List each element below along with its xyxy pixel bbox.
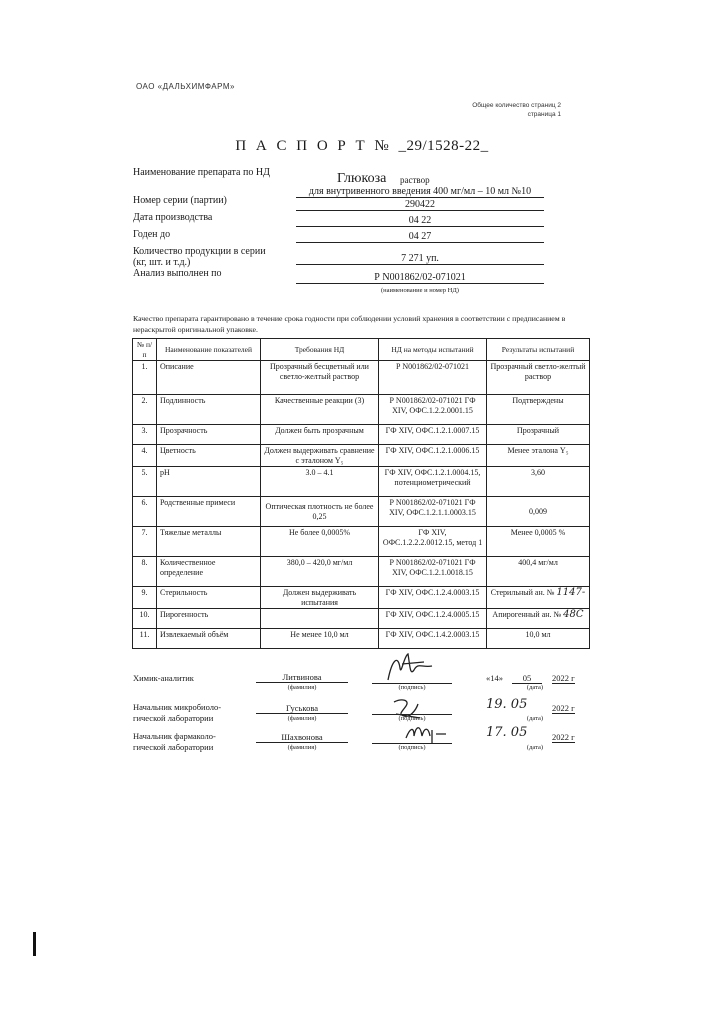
row-requirement: Должен выдерживать сравнение с эталоном Y₅ — [261, 445, 379, 467]
row-result — [487, 609, 590, 629]
row-result: 0,009 — [487, 497, 590, 527]
micro-lab-surname-caption: (фамилия) — [287, 715, 317, 722]
test-results-table — [132, 338, 590, 649]
passport-title-prefix: П А С П О Р Т № — [235, 138, 392, 154]
row-result-text: Стерильный ан. № — [490, 588, 555, 597]
row-method: ГФ XIV, ОФС.1.2.1.0004.15, потенциометрический — [379, 467, 487, 497]
pharm-lab-date-handwritten: 17. 05 — [486, 725, 528, 740]
row-requirement: Должен быть прозрачным — [261, 425, 379, 445]
row-method: Р N001862/02-071021 ГФ XIV, ОФС.1.2.1.1.0003.15 — [379, 497, 487, 527]
pharm-lab-date-caption: (дата) — [526, 744, 544, 751]
expiry-label: Годен до — [133, 229, 171, 240]
row-name: Описание — [157, 361, 261, 395]
quantity-label: Количество продукции в серии — [133, 246, 266, 257]
row-method: Р N001862/02-071021 ГФ XIV, ОФС.1.2.2.0001.15 — [379, 395, 487, 425]
analysis-number-handwritten: 48С — [563, 609, 584, 620]
pharm-lab-surname-caption: (фамилия) — [287, 744, 317, 751]
chemist-sign-caption: (подпись) — [398, 684, 426, 691]
production-label: Дата производства — [133, 212, 213, 223]
page-count — [472, 101, 561, 119]
table-row — [133, 425, 590, 445]
quantity-value: 7 271 уп. — [296, 253, 544, 265]
row-num: 9. — [133, 587, 157, 609]
row-requirement: Оптическая плотность не более 0,25 — [261, 497, 379, 527]
row-requirement — [261, 609, 379, 629]
drug-name: Глюкоза — [337, 171, 387, 186]
page-number: страница 1 — [527, 111, 561, 118]
row-method: ГФ XIV, ОФС.1.2.2.2.0012.15, метод 1 — [379, 527, 487, 557]
table-row — [133, 527, 590, 557]
row-result: 10,0 мл — [487, 629, 590, 649]
row-result: Прозрачный — [487, 425, 590, 445]
micro-lab-date-year: 2022 г — [552, 703, 575, 713]
row-requirement: Не менее 10,0 мл — [261, 629, 379, 649]
pharm-lab-name: Шахвонова — [256, 732, 348, 743]
table-row — [133, 587, 590, 609]
table-row — [133, 609, 590, 629]
col-num: № п/п — [133, 339, 157, 361]
row-name: Прозрачность — [157, 425, 261, 445]
chemist-date-day: «14» — [486, 673, 503, 683]
table-header-row — [133, 339, 590, 361]
row-num: 1. — [133, 361, 157, 395]
row-result: Подтверждены — [487, 395, 590, 425]
analysis-label: Анализ выполнен по — [133, 268, 222, 279]
pharm-lab-label: Начальник фармаколо-гической лаборатории — [133, 731, 216, 752]
table-row — [133, 629, 590, 649]
row-requirement: Прозрачный бесцветный или светло-желтый раствор — [261, 361, 379, 395]
row-num: 4. — [133, 445, 157, 467]
passport-title — [0, 138, 724, 155]
passport-number: _29/1528-22_ — [398, 138, 489, 154]
micro-lab-name: Гуськова — [256, 703, 348, 714]
row-method: ГФ XIV, ОФС.1.2.4.0005.15 — [379, 609, 487, 629]
pharm-lab-sign-caption: (подпись) — [398, 744, 426, 751]
row-result — [487, 587, 590, 609]
micro-lab-label: Начальник микробиоло-гической лаборатории — [133, 702, 222, 723]
row-name: Цветность — [157, 445, 261, 467]
pharm-lab-date-year: 2022 г — [552, 732, 575, 742]
batch-value: 290422 — [296, 199, 544, 211]
row-name: Родственные примеси — [157, 497, 261, 527]
expiry-value: 04 27 — [296, 231, 544, 243]
micro-lab-sign-caption: (подпись) — [398, 715, 426, 722]
chemist-name: Литвинова — [256, 672, 348, 683]
row-num: 11. — [133, 629, 157, 649]
row-num: 5. — [133, 467, 157, 497]
company-name: ОАО «ДАЛЬХИМФАРМ» — [136, 82, 235, 91]
row-requirement: 380,0 – 420,0 мг/мл — [261, 557, 379, 587]
analysis-value: Р N001862/02-071021 — [296, 272, 544, 284]
drug-form: раствор — [400, 175, 430, 185]
row-method: ГФ XIV, ОФС.1.4.2.0003.15 — [379, 629, 487, 649]
micro-lab-date-caption: (дата) — [526, 715, 544, 722]
row-name: Пирогенность — [157, 609, 261, 629]
col-requirements: Требования НД — [261, 339, 379, 361]
row-num: 3. — [133, 425, 157, 445]
analysis-number-handwritten: 1147- — [556, 587, 586, 598]
table-row — [133, 445, 590, 467]
row-name: Стерильность — [157, 587, 261, 609]
row-result: 400,4 мг/мл — [487, 557, 590, 587]
production-value: 04 22 — [296, 215, 544, 227]
row-num: 7. — [133, 527, 157, 557]
row-method: Р N001862/02-071021 — [379, 361, 487, 395]
row-requirement: 3.0 – 4.1 — [261, 467, 379, 497]
table-row — [133, 557, 590, 587]
chemist-label: Химик-аналитик — [133, 673, 194, 683]
col-results: Результаты испытаний — [487, 339, 590, 361]
row-name: Подлинность — [157, 395, 261, 425]
row-method: Р N001862/02-071021 ГФ XIV, ОФС.1.2.1.0018.15 — [379, 557, 487, 587]
quality-guarantee: Качество препарата гарантировано в течение срока годности при соблюдении условий хранения в соответствии с предписанием в нераскрытой оригинальной упаковке. — [133, 314, 566, 334]
row-num: 8. — [133, 557, 157, 587]
row-method: ГФ XIV, ОФС.1.2.1.0006.15 — [379, 445, 487, 467]
pharm-lab-signature — [402, 718, 452, 748]
chemist-date-year: 2022 г — [552, 673, 575, 683]
chemist-date-caption: (дата) — [526, 684, 544, 691]
table-row — [133, 395, 590, 425]
row-name: Количественное определение — [157, 557, 261, 587]
chemist-surname-caption: (фамилия) — [287, 684, 317, 691]
row-result: Прозрачный светло-желтый раствор — [487, 361, 590, 395]
drug-label: Наименование препарата по НД — [133, 167, 270, 178]
quantity-label-units: (кг, шт. и т.д.) — [133, 257, 191, 268]
drug-description: для внутривенного введения 400 мг/мл – 10 мл №10 — [296, 186, 544, 198]
row-method: ГФ XIV, ОФС.1.2.4.0003.15 — [379, 587, 487, 609]
row-requirement: Не более 0,0005% — [261, 527, 379, 557]
row-result: 3,60 — [487, 467, 590, 497]
scan-artifact-bar — [33, 932, 36, 956]
table-row — [133, 467, 590, 497]
table-row — [133, 361, 590, 395]
row-name: pH — [157, 467, 261, 497]
chemist-signature — [380, 650, 440, 686]
row-result-text: Апирогенный ан. № — [492, 610, 562, 619]
batch-label: Номер серии (партии) — [133, 195, 227, 206]
col-methods: НД на методы испытаний — [379, 339, 487, 361]
row-num: 10. — [133, 609, 157, 629]
row-method: ГФ XIV, ОФС.1.2.1.0007.15 — [379, 425, 487, 445]
col-name: Наименование показателей — [157, 339, 261, 361]
row-num: 6. — [133, 497, 157, 527]
row-num: 2. — [133, 395, 157, 425]
chemist-date-month: 05 — [512, 673, 542, 684]
total-pages: Общее количество страниц 2 — [472, 102, 561, 109]
table-row — [133, 497, 590, 527]
row-requirement: Должен выдерживать испытания — [261, 587, 379, 609]
row-name: Извлекаемый объём — [157, 629, 261, 649]
analysis-caption: (наименование и номер НД) — [381, 287, 459, 294]
row-result: Менее 0,0005 % — [487, 527, 590, 557]
row-name: Тяжелые металлы — [157, 527, 261, 557]
micro-lab-date-handwritten: 19. 05 — [486, 697, 528, 712]
row-requirement: Качественные реакции (3) — [261, 395, 379, 425]
row-result: Менее эталона Y₅ — [487, 445, 590, 467]
